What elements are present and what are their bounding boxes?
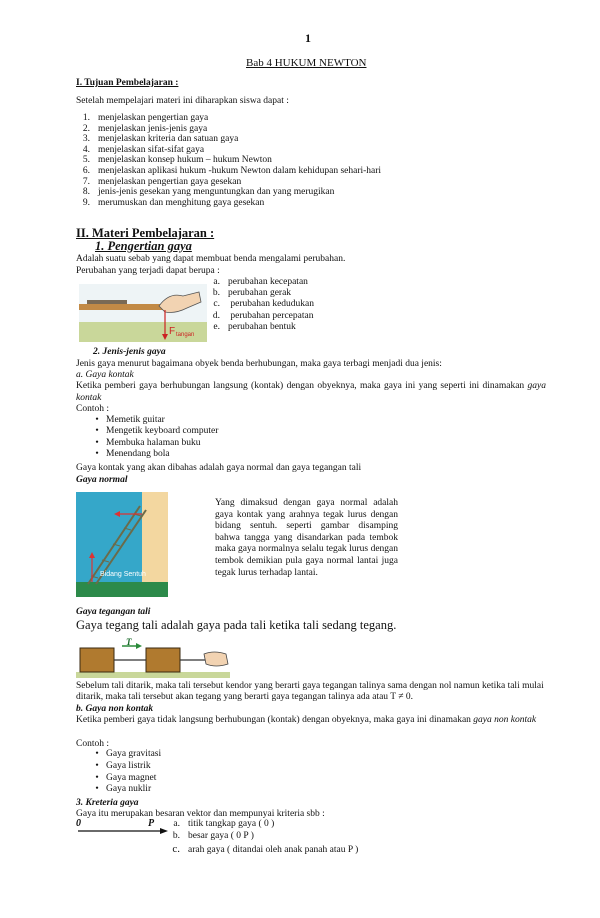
sub-3-intro: Gaya itu merupakan besaran vektor dan mempunyai kriteria sbb : bbox=[76, 809, 325, 819]
section-1-heading: I. Tujuan Pembelajaran : bbox=[76, 78, 179, 88]
section-2-heading: II. Materi Pembelajaran : bbox=[76, 226, 215, 240]
criteria-list bbox=[158, 819, 358, 858]
list-item: • Gaya magnet bbox=[90, 773, 161, 785]
list-item: • Membuka halaman buku bbox=[90, 438, 218, 449]
sub-3-heading: 3. Kreteria gaya bbox=[76, 798, 139, 808]
list-item: c. perubahan kedudukan bbox=[213, 299, 314, 310]
tension-explanation: Sebelum tali ditarik, maka tali tersebut kendor yang berarti gaya tegangan talinya sama dengan nol namun ketika tali mulai ditarik, maka tali tersebut akan tegang yang berarti gaya tegangan talinya ada atau T ≠ 0. bbox=[76, 681, 544, 702]
list-item: 1. menjelaskan pengertian gaya bbox=[82, 113, 209, 123]
gaya-tegangan-heading: Gaya tegangan tali bbox=[76, 607, 151, 617]
sub-1-line-1: Adalah suatu sebab yang dapat membuat benda mengalami perubahan. bbox=[76, 254, 346, 264]
list-item: 4. menjelaskan sifat-sifat gaya bbox=[82, 144, 205, 155]
gaya-non-kontak-text: Ketika pemberi gaya tidak langsung berhubungan (kontak) dengan obyeknya, maka gaya ini dinamakan gaya non kontak bbox=[76, 715, 537, 725]
list-item: b. perubahan gerak bbox=[212, 288, 292, 299]
contoh-label: Contoh : bbox=[76, 404, 109, 414]
list-item: a. perubahan kecepatan bbox=[213, 277, 308, 287]
gaya-normal-heading: Gaya normal bbox=[76, 475, 128, 485]
changes-list bbox=[198, 277, 314, 333]
list-item: 9. merumuskan dan menghitung gaya gesekan bbox=[82, 197, 265, 208]
list-item: c. arah gaya ( ditandai oleh anak panah atau P ) bbox=[172, 843, 359, 855]
contoh-label-2: Contoh : bbox=[76, 739, 109, 749]
page-number: 1 bbox=[305, 31, 311, 45]
ladder-figure bbox=[76, 492, 168, 597]
list-item: 5. menjelaskan konsep hukum – hukum Newton bbox=[82, 155, 272, 166]
force-label: F bbox=[169, 326, 176, 337]
sub-1-heading: 1. Pengertian gaya bbox=[95, 239, 192, 253]
vector-arrow bbox=[76, 818, 170, 832]
sub-1-line-2: Perubahan yang terjadi dapat berupa : bbox=[76, 266, 220, 276]
gaya-non-kontak-heading: b. Gaya non kontak bbox=[76, 704, 154, 714]
gaya-kontak-heading: a. Gaya kontak bbox=[76, 370, 134, 380]
list-item: 6. menjelaskan aplikasi hukum -hukum Newton dalam kehidupan sehari-hari bbox=[82, 165, 382, 176]
list-item: • Gaya nuklir bbox=[90, 784, 161, 796]
list-item: • Gaya listrik bbox=[90, 761, 161, 773]
list-item: 2. menjelaskan jenis-jenis gaya bbox=[82, 123, 208, 134]
list-item: 3. menjelaskan kriteria dan satuan gaya bbox=[82, 134, 239, 145]
list-item: • Gaya gravitasi bbox=[90, 749, 161, 761]
gaya-normal-text: Yang dimaksud dengan gaya normal adalah gaya kontak yang arahnya tegak lurus dengan bidang sentuh. seperti gambar disamping bahwa tangga yang disandarkan pada tembok maka gaya normalnya selalu tegak lurus dengan tembok demikian pula gaya normal lantai juga tegak lurus terhadap lantai. bbox=[215, 498, 398, 578]
tension-label: T bbox=[126, 637, 132, 647]
list-item: • Menendang bola bbox=[90, 449, 218, 460]
kontak-examples bbox=[90, 415, 218, 461]
list-item: 7. menjelaskan pengertian gaya gesekan bbox=[82, 176, 242, 187]
hand-force-figure bbox=[79, 284, 207, 342]
list-item: a. titik tangkap gaya ( 0 ) bbox=[173, 819, 275, 829]
force-label-subscript: tangan bbox=[176, 332, 195, 338]
non-kontak-examples bbox=[90, 749, 161, 796]
vector-start-label: 0 bbox=[76, 818, 81, 829]
gaya-kontak-text: Ketika pemberi gaya berhubungan langsung (kontak) dengan obyeknya, maka gaya ini yang seperti ini dinamakan gaya kontak bbox=[76, 381, 546, 403]
sub-2-heading: 2. Jenis-jenis gaya bbox=[93, 347, 166, 357]
chapter-title: Bab 4 HUKUM NEWTON bbox=[246, 57, 367, 69]
objectives-list bbox=[68, 113, 381, 208]
list-item: d. perubahan percepatan bbox=[212, 310, 314, 321]
section-1-intro: Setelah mempelajari materi ini diharapkan siswa dapat : bbox=[76, 96, 289, 106]
sub-2-intro: Jenis gaya menurut bagaimana obyek benda berhubungan, maka gaya terbagi menjadi dua jenis: bbox=[76, 359, 442, 369]
kontak-note: Gaya kontak yang akan dibahas adalah gaya normal dan gaya tegangan tali bbox=[76, 463, 362, 473]
list-item: e. perubahan bentuk bbox=[213, 321, 296, 332]
tension-figure bbox=[76, 636, 230, 680]
list-item: • Mengetik keyboard computer bbox=[90, 426, 218, 437]
bidang-sentuh-label: Bidang Sentuh bbox=[100, 571, 146, 578]
vector-end-label: P bbox=[148, 818, 155, 829]
list-item: 8. jenis-jenis gesekan yang menguntungkan dan yang merugikan bbox=[82, 187, 335, 198]
list-item: b. besar gaya ( 0 P ) bbox=[172, 830, 254, 841]
gaya-tegangan-big-text: Gaya tegang tali adalah gaya pada tali ketika tali sedang tegang. bbox=[76, 618, 397, 632]
list-item: • Memetik guitar bbox=[90, 415, 218, 426]
